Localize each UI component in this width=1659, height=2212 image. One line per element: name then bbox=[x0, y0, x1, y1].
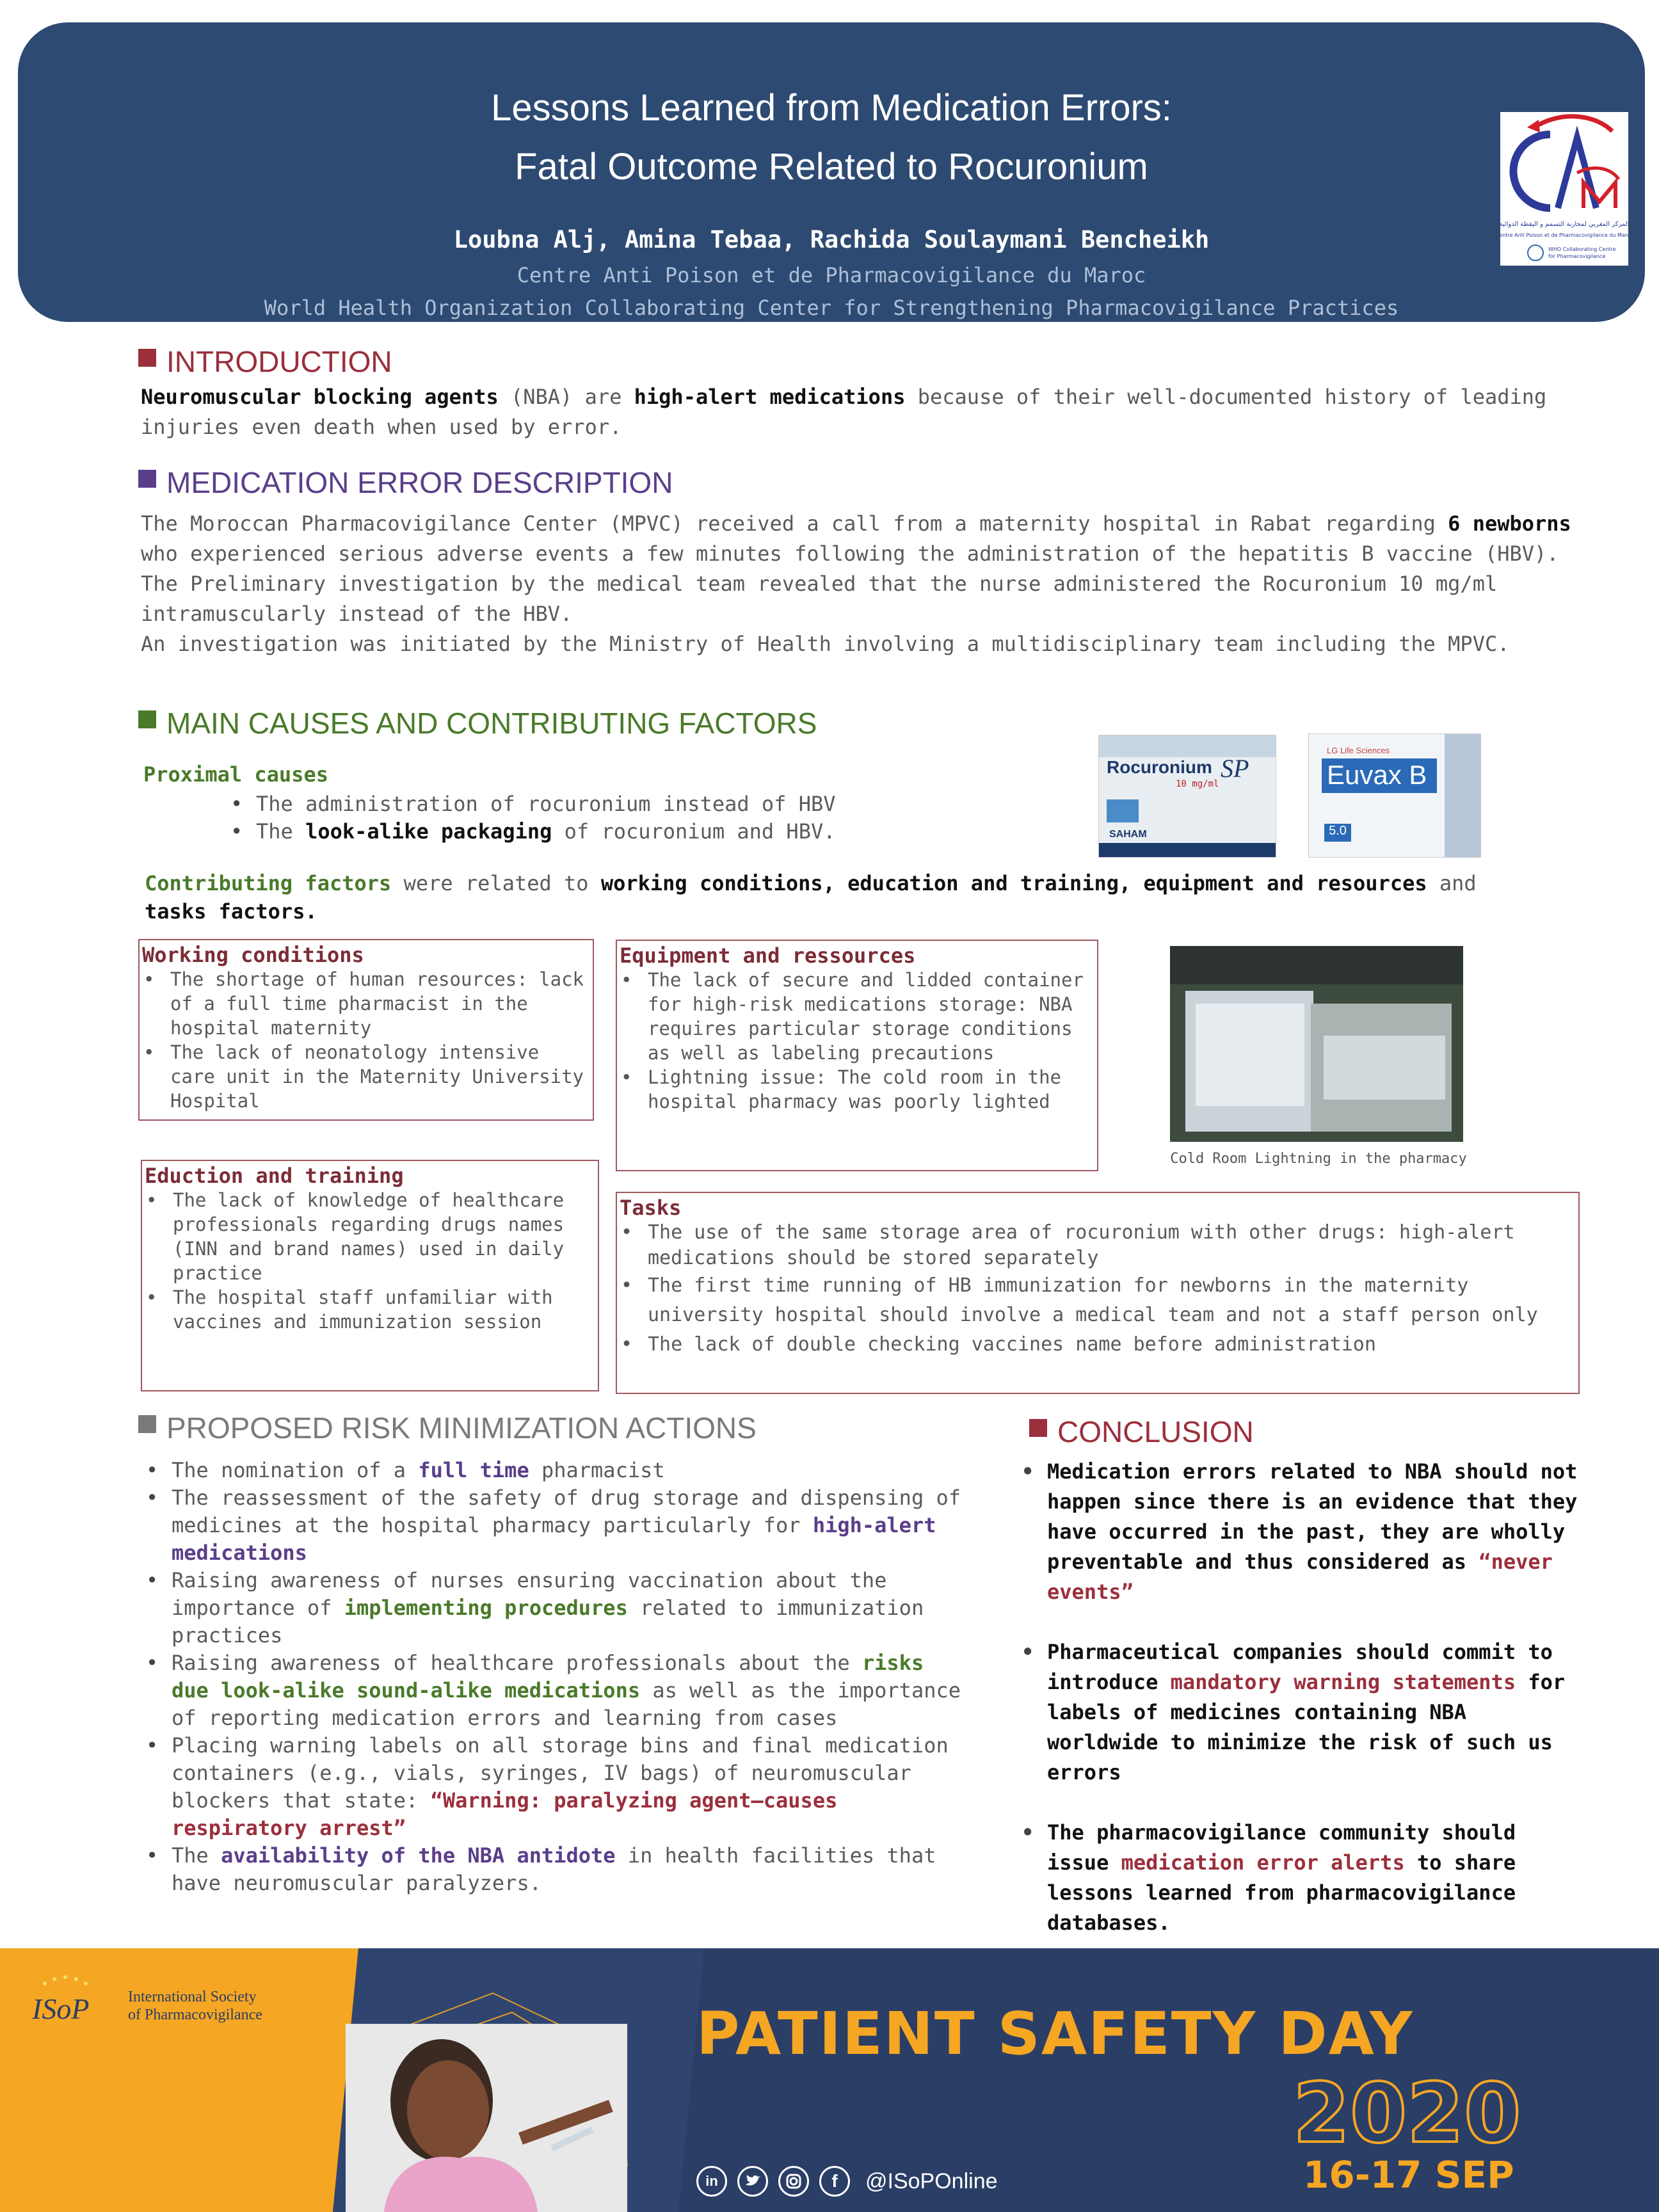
intro-text-2: because of their well-documented history of leading injuries even death when used by error. bbox=[141, 385, 1547, 439]
rocuronium-name: Rocuronium bbox=[1107, 757, 1212, 777]
section-marker-icon bbox=[1029, 1419, 1047, 1437]
linkedin-icon[interactable]: in bbox=[696, 2166, 727, 2197]
actions-heading bbox=[138, 1411, 757, 1445]
education-list bbox=[142, 1188, 598, 1334]
list-item: • The lack of neonatology intensive care unit in the Maternity University Hospital bbox=[140, 1040, 593, 1113]
conclusion-3-highlight: medication error alerts bbox=[1121, 1850, 1405, 1875]
patient-safety-day-banner bbox=[0, 1948, 1659, 2212]
contributing-factors-text bbox=[145, 869, 1521, 926]
isop-name bbox=[128, 1988, 262, 2024]
section-marker-icon bbox=[138, 710, 156, 728]
list-item: • The lack of double checking vaccines name before administration bbox=[617, 1330, 1578, 1359]
equipment-title: Equipment and ressources bbox=[620, 943, 916, 968]
event-dates: 16-17 SEP bbox=[1303, 2153, 1514, 2197]
conclusion-list bbox=[1016, 1457, 1586, 1938]
action-3-text: Raising awareness of nurses ensuring vaccination about the importance of bbox=[172, 1568, 887, 1620]
action-item-5 bbox=[141, 1732, 973, 1842]
affiliation-1: Centre Anti Poison et de Pharmacovigilance du Maroc bbox=[517, 263, 1146, 287]
description-heading-text: MEDICATION ERROR DESCRIPTION bbox=[166, 466, 673, 499]
working-conditions-list bbox=[140, 967, 593, 1113]
proximal-causes-title: Proximal causes bbox=[143, 762, 328, 787]
action-4-highlight: risks due look-alike sound-alike medications bbox=[172, 1651, 924, 1703]
proximal-cause-2 bbox=[225, 818, 1057, 846]
logo-who-1: WHO Collaborating Centre bbox=[1548, 246, 1616, 252]
description-text bbox=[141, 509, 1575, 659]
rocuronium-box-photo bbox=[1098, 735, 1276, 858]
action-item-1 bbox=[141, 1457, 973, 1484]
conclusion-item-3 bbox=[1016, 1818, 1586, 1938]
working-conditions-title: Working conditions bbox=[142, 943, 364, 967]
introduction-text bbox=[141, 382, 1575, 442]
conclusion-heading-text: CONCLUSION bbox=[1057, 1415, 1254, 1448]
proximal-2-text-c: of rocuronium and HBV. bbox=[552, 819, 836, 844]
conclusion-heading bbox=[1029, 1415, 1254, 1449]
action-item-3 bbox=[141, 1567, 973, 1649]
desc-text-3: An investigation was initiated by the Ministry of Health involving a multidisciplinary team including the MPVC. bbox=[141, 632, 1510, 656]
isop-name-2: of Pharmacovigilance bbox=[128, 2007, 262, 2023]
euvax-maker: LG Life Sciences bbox=[1327, 746, 1390, 755]
list-item: • Lightning issue: The cold room in the hospital pharmacy was poorly lighted bbox=[617, 1065, 1097, 1114]
action-3-text-2: related to immunization practices bbox=[172, 1596, 924, 1647]
event-year: 2020 bbox=[1293, 2066, 1521, 2161]
poster-title-line1: Lessons Learned from Medication Errors: bbox=[491, 87, 1172, 129]
twitter-icon[interactable] bbox=[737, 2166, 768, 2197]
section-marker-icon bbox=[138, 349, 156, 367]
action-3-highlight: implementing procedures bbox=[344, 1596, 628, 1620]
list-item: • The shortage of human resources: lack of a full time pharmacist in the hospital maternity bbox=[140, 967, 593, 1040]
contributing-text-1: were related to bbox=[391, 871, 601, 895]
introduction-heading-text: INTRODUCTION bbox=[166, 345, 392, 378]
poster-title-line2: Fatal Outcome Related to Rocuronium bbox=[515, 146, 1148, 188]
education-title: Eduction and training bbox=[145, 1164, 404, 1188]
action-5-text: Placing warning labels on all storage bins and final medication containers (e.g., vials, syringes, IV bags) of neuromuscular blockers that state: bbox=[172, 1733, 949, 1813]
proximal-2-bold: look-alike packaging bbox=[305, 819, 552, 844]
list-item: • The hospital staff unfamiliar with vaccines and immunization session bbox=[142, 1285, 598, 1334]
action-item-6 bbox=[141, 1842, 973, 1897]
action-5-highlight: “Warning: paralyzing agent—causes respiratory arrest” bbox=[172, 1788, 838, 1840]
affiliation-2: World Health Organization Collaborating Center for Strengthening Pharmacovigilance Practices bbox=[264, 296, 1399, 320]
action-4-text: Raising awareness of healthcare professionals about the bbox=[172, 1651, 862, 1675]
actions-list bbox=[141, 1457, 973, 1897]
poster-header bbox=[18, 22, 1645, 322]
social-row bbox=[696, 2166, 998, 2197]
capm-logo bbox=[1500, 112, 1628, 266]
equipment-resources-box bbox=[616, 940, 1098, 1171]
proximal-cause-1: • The administration of rocuronium instead of HBV bbox=[225, 790, 1057, 818]
action-2-highlight: high-alert medications bbox=[172, 1513, 936, 1565]
working-conditions-box bbox=[138, 939, 594, 1121]
conclusion-2-text-2: for labels of medicines containing NBA worldwide to minimize the risk of such us errors bbox=[1047, 1670, 1566, 1784]
contributing-bold-2: tasks factors. bbox=[145, 899, 317, 924]
contributing-text-2: and bbox=[1427, 871, 1477, 895]
intro-bold-1: Neuromuscular blocking agents bbox=[141, 385, 499, 409]
poster-authors: Loubna Alj, Amina Tebaa, Rachida Soulaymani Bencheikh bbox=[453, 226, 1210, 253]
list-item: • The lack of secure and lidded container for high-risk medications storage: NBA requires particular storage conditions as well as labeling precautions bbox=[617, 968, 1097, 1065]
description-heading bbox=[138, 465, 673, 500]
causes-heading bbox=[138, 706, 817, 741]
logo-who-2: for Pharmacovigilance bbox=[1548, 253, 1606, 259]
action-1-highlight: full time bbox=[418, 1458, 529, 1482]
conclusion-3-text: The pharmacovigilance community should issue bbox=[1047, 1820, 1516, 1875]
list-item: • The first time running of HB immunization for newborns in the maternity university hospital should involve a medical team and not a staff person only bbox=[617, 1271, 1578, 1330]
intro-bold-2: high-alert medications bbox=[634, 385, 906, 409]
isop-name-1: International Society bbox=[128, 1989, 257, 2005]
conclusion-2-highlight: mandatory warning statements bbox=[1170, 1670, 1516, 1694]
logo-french: Centre Anti Poison et de Pharmacovigilance du Maroc bbox=[1500, 232, 1628, 238]
tasks-box bbox=[616, 1192, 1580, 1394]
action-1-text: The nomination of a bbox=[172, 1458, 419, 1482]
desc-text-1: The Moroccan Pharmacovigilance Center (MPVC) received a call from a maternity hospital in Rabat regarding bbox=[141, 511, 1448, 536]
action-4-text-2: as well as the importance of reporting medication errors and learning from cases bbox=[172, 1678, 961, 1730]
cold-room-photo bbox=[1170, 946, 1463, 1142]
action-6-highlight: availability of the NBA antidote bbox=[221, 1843, 616, 1868]
instagram-icon[interactable] bbox=[778, 2166, 809, 2197]
event-title: PATIENT SAFETY DAY bbox=[696, 2000, 1414, 2068]
euvax-name: Euvax B bbox=[1327, 760, 1427, 790]
isop-logo bbox=[26, 1974, 115, 2032]
contributing-bold-1: working conditions, education and training, equipment and resources bbox=[600, 871, 1427, 895]
equipment-list bbox=[617, 968, 1097, 1114]
rocuronium-maker: SAHAM bbox=[1109, 829, 1147, 840]
action-1-text-2: pharmacist bbox=[529, 1458, 665, 1482]
logo-arabic: المركز المغربي لمحاربة التسمم و اليقظة الدوائية bbox=[1500, 221, 1628, 228]
desc-text-2: who experienced serious adverse events a few minutes following the administration of the hepatitis B vaccine (HBV). The Preliminary investigation by the medical team revealed that the nurse administered the Rocuronium 10 mg/ml intramuscularly instead of the HBV. bbox=[141, 541, 1559, 626]
proximal-causes-list bbox=[225, 790, 1057, 846]
conclusion-1-highlight: “never events” bbox=[1047, 1550, 1553, 1604]
tasks-title: Tasks bbox=[620, 1196, 682, 1220]
list-item: • The lack of knowledge of healthcare professionals regarding drugs names (INN and brand names) used in daily practice bbox=[142, 1188, 598, 1285]
conclusion-item-1 bbox=[1016, 1457, 1586, 1607]
action-6-text: The bbox=[172, 1843, 221, 1868]
euvax-box-photo bbox=[1308, 733, 1481, 858]
proximal-2-text-a: The bbox=[256, 819, 306, 844]
action-6-text-2: in health facilities that have neuromuscular paralyzers. bbox=[172, 1843, 936, 1895]
vaccination-photo bbox=[346, 2024, 627, 2212]
conclusion-1-text: Medication errors related to NBA should not happen since there is an evidence that they have occurred in the past, they are wholly preventable and thus considered as bbox=[1047, 1459, 1578, 1574]
rocuronium-brand: SP bbox=[1221, 754, 1249, 783]
education-training-box bbox=[141, 1160, 599, 1391]
tasks-list bbox=[617, 1220, 1578, 1359]
section-marker-icon bbox=[138, 470, 156, 488]
list-item: • The use of the same storage area of rocuronium with other drugs: high-alert medications should be stored separately bbox=[617, 1220, 1578, 1271]
actions-heading-text: PROPOSED RISK MINIMIZATION ACTIONS bbox=[166, 1411, 757, 1445]
cold-room-caption: Cold Room Lightning in the pharmacy bbox=[1170, 1151, 1467, 1167]
action-item-4 bbox=[141, 1649, 973, 1732]
isop-abbr: ISoP bbox=[32, 1992, 90, 2025]
social-handle[interactable]: @ISoPOnline bbox=[865, 2168, 998, 2193]
action-2-text: The reassessment of the safety of drug storage and dispensing of medicines at the hospital pharmacy particularly for bbox=[172, 1486, 961, 1537]
causes-heading-text: MAIN CAUSES AND CONTRIBUTING FACTORS bbox=[166, 707, 817, 740]
conclusion-item-2 bbox=[1016, 1637, 1586, 1788]
introduction-heading bbox=[138, 344, 392, 379]
rocuronium-strength: 10 mg/ml bbox=[1176, 779, 1219, 789]
section-marker-icon bbox=[138, 1415, 156, 1433]
desc-bold: 6 newborns bbox=[1448, 511, 1571, 536]
conclusion-2-text: Pharmaceutical companies should commit to introduce bbox=[1047, 1640, 1553, 1694]
action-item-2 bbox=[141, 1484, 973, 1567]
facebook-icon[interactable]: f bbox=[819, 2166, 850, 2197]
contributing-title: Contributing factors bbox=[145, 871, 392, 895]
euvax-dose: 5.0 bbox=[1324, 824, 1351, 842]
intro-text-1: (NBA) are bbox=[498, 385, 634, 409]
conclusion-3-text-2: to share lessons learned from pharmacovigilance databases. bbox=[1047, 1850, 1516, 1935]
